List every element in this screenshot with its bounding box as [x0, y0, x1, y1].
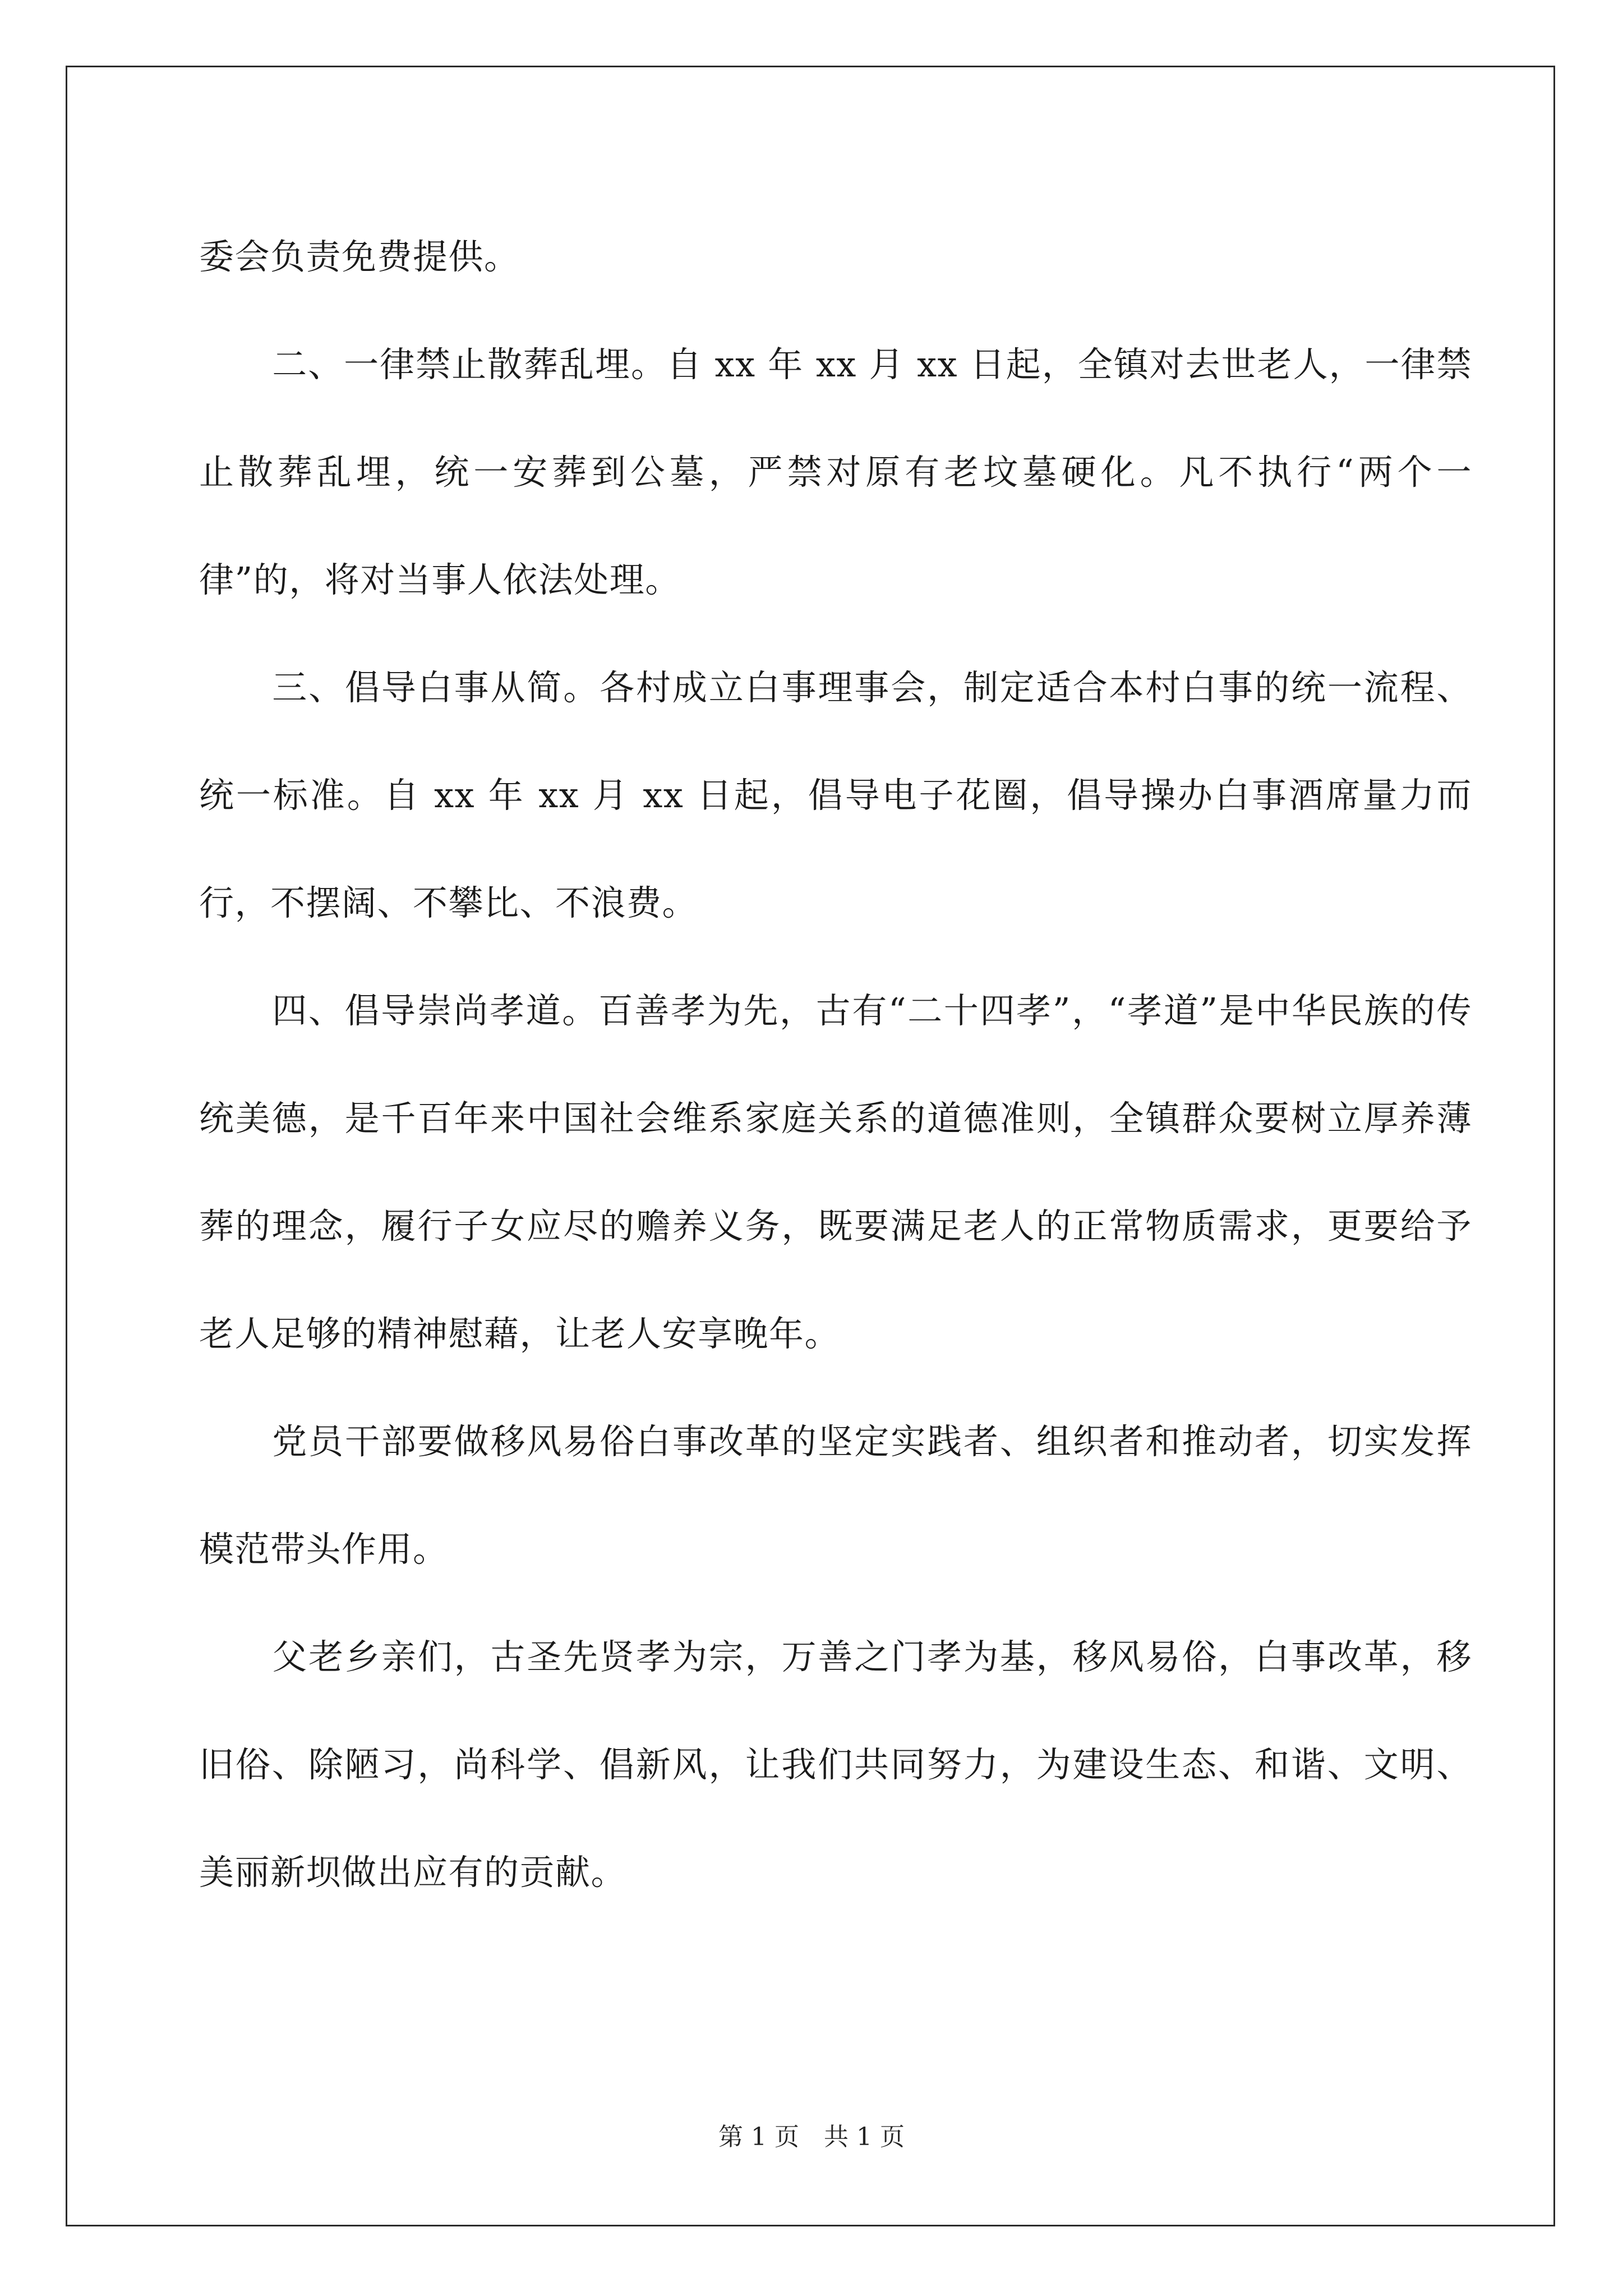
- paragraph-1: 委会负责免费提供。: [199, 236, 520, 277]
- document-body: [199, 203, 1472, 1926]
- paragraph-3: 三、倡导白事从简。各村成立白事理事会，制定适合本村白事的统一流程、统一标准。自 xx 年 xx 月 xx 日起，倡导电子花圈，倡导操办白事酒席量力而行，不摆阔、不攀比、不浪费。: [199, 667, 1472, 923]
- paragraph-2: 二、一律禁止散葬乱埋。自 xx 年 xx 月 xx 日起，全镇对去世老人，一律禁止散葬乱埋，统一安葬到公墓，严禁对原有老坟墓硬化。凡不执行“两个一律”的，将对当事人依法处理。: [199, 344, 1472, 600]
- paragraph-4: 四、倡导崇尚孝道。百善孝为先，古有“二十四孝”，“孝道”是中华民族的传统美德，是千百年来中国社会维系家庭关系的道德准则，全镇群众要树立厚养薄葬的理念，履行子女应尽的赡养义务，既要满足老人的正常物质需求，更要给予老人足够的精神慰藉，让老人安享晚年。: [199, 990, 1472, 1354]
- paragraph-6: 父老乡亲们，古圣先贤孝为宗，万善之门孝为基，移风易俗，白事改革，移旧俗、除陋习，尚科学、倡新风，让我们共同努力，为建设生态、和谐、文明、美丽新坝做出应有的贡献。: [199, 1636, 1472, 1893]
- page-footer: 第 1 页 共 1 页: [718, 2123, 905, 2151]
- paragraph-5: 党员干部要做移风易俗白事改革的坚定实践者、组织者和推动者，切实发挥模范带头作用。: [199, 1421, 1472, 1570]
